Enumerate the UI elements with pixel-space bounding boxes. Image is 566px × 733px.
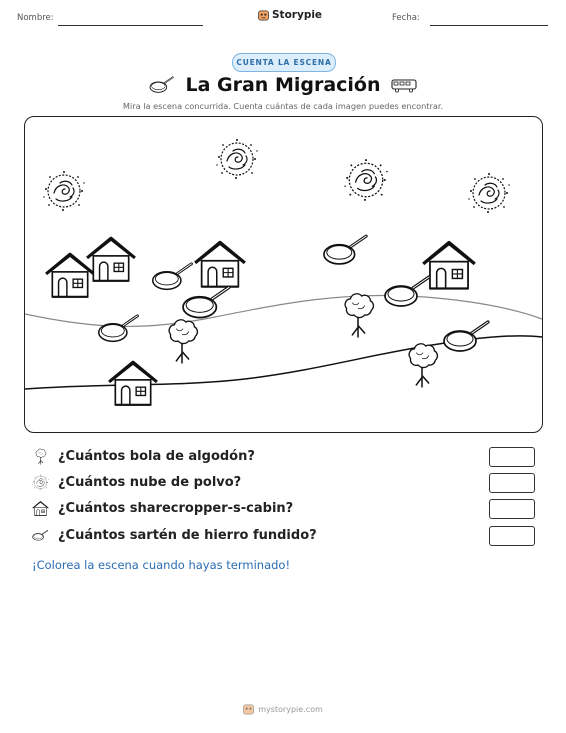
train-icon [391, 77, 417, 93]
sharecropper-cabin-icon [32, 500, 49, 517]
sharecropper-cabin [423, 243, 475, 289]
dust-cloud [216, 139, 257, 179]
answer-box[interactable] [489, 473, 535, 493]
footer [0, 704, 566, 715]
question-text: ¿Cuántos bola de algodón? [58, 449, 255, 464]
hill-line-upper [25, 295, 542, 326]
dust-cloud [468, 173, 509, 213]
question-text: ¿Cuántos nube de polvo? [58, 475, 242, 490]
question-row [32, 527, 317, 544]
cast-iron-skillet [385, 277, 429, 306]
sharecropper-cabin [195, 242, 245, 286]
sharecropper-cabin [109, 362, 157, 405]
answer-box[interactable] [489, 499, 535, 519]
cotton-ball [345, 294, 373, 337]
storypie-logo-icon [258, 10, 269, 21]
dust-cloud-icon [32, 474, 49, 491]
page-title: La Gran Migración [185, 74, 381, 96]
title-row [0, 74, 566, 96]
coloring-note: ¡Colorea la escena cuando hayas terminado! [32, 558, 291, 572]
footer-url[interactable]: mystorypie.com [258, 705, 323, 714]
scene-panel [24, 116, 543, 433]
question-text: ¿Cuántos sharecropper-s-cabin? [58, 501, 294, 516]
skillet-title-icon [149, 75, 175, 95]
question-row [32, 500, 293, 517]
brand-name: Storypie [272, 9, 323, 21]
section-badge: CUENTA LA ESCENA [232, 53, 336, 72]
storypie-logo [258, 9, 322, 21]
sharecropper-cabin [46, 254, 94, 297]
name-label: Nombre: [17, 13, 54, 23]
instructions: Mira la escena concurrida. Cuenta cuántas de cada imagen puedes encontrar. [122, 101, 444, 111]
cotton-ball [169, 320, 197, 363]
name-field[interactable] [58, 25, 203, 26]
cast-iron-skillet [99, 316, 138, 342]
cast-iron-skillet [444, 322, 488, 351]
question-row [32, 474, 241, 491]
dust-cloud [344, 159, 387, 201]
cotton-ball-icon [32, 448, 49, 465]
date-label: Fecha: [392, 13, 420, 23]
cast-iron-skillet-icon [32, 527, 49, 544]
cast-iron-skillet [183, 287, 229, 317]
sharecropper-cabin [87, 238, 135, 281]
question-text: ¿Cuántos sartén de hierro fundido? [58, 528, 317, 543]
date-field[interactable] [430, 25, 548, 26]
answer-box[interactable] [489, 447, 535, 467]
question-row [32, 448, 255, 465]
dust-cloud [43, 171, 84, 211]
storypie-footer-icon [243, 704, 254, 715]
cast-iron-skillet [324, 236, 366, 264]
cast-iron-skillet [153, 264, 192, 290]
answer-box[interactable] [489, 526, 535, 546]
cotton-ball [409, 344, 437, 387]
